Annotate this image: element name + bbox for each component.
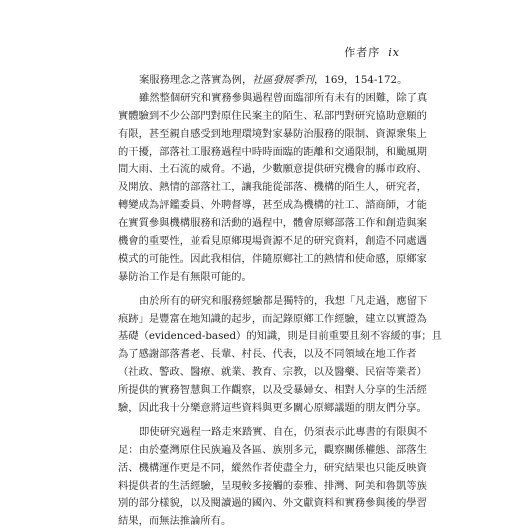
paragraph [118,424,428,531]
body-text [118,72,442,531]
text-line: 即使研究過程一路走來踏實、自在，仍須表示此專書的有限與不 [139,425,428,438]
text-line: 有限，甚至親自感受到地理環境對家暴防治服務的限制、資源衆集上 [118,127,427,140]
text-line: 別的部分樣貌，以及閱讀過的國內、外文獻資料和實務參與後的學習 [118,497,427,510]
header-title: 作者序 [344,46,381,59]
text-line: 由於所有的研究和服務經驗都是獨特的，我想「凡走過，應留下 [139,294,428,307]
text-line: 暴防治工作是有無限可能的。 [118,270,252,283]
text-line: 雖然整個研究和實務參與過程曾面臨卻所有未有的困難，除了真 [139,91,428,104]
text-line: 的干擾，部落社工服務過程中時時面臨的距離和交通限制，和颱風期 [118,145,427,158]
text-line: 痕跡」是豐富在地知識的起步，而記錄原鄉工作經驗，建立以實證為 [118,312,427,325]
text-line: 驗，因此我十分樂意將這些資料與更多關心原鄉議題的朋友們分享。 [118,402,427,415]
citation-lead: 案服務理念之落實為例， [139,74,253,86]
text-line: 料提供者的生活經驗，呈現較多接觸的泰雅、排灣、阿美和魯凱等族 [118,479,427,492]
text-line: 實體驗到不少公部門對原住民案主的陌生、私部門對研究協助意願的 [118,109,427,122]
text-line: 結果，而無法推論所有。 [118,515,232,528]
citation-line [118,72,408,90]
text-line: 在實質參與機構服務和活動的過程中，體會原鄉部落工作和創造與案 [118,217,427,230]
text-line: 基礎（evidenced-based）的知識，則是目前重要且刻不容緩的事；且 [118,330,442,343]
paragraph [118,293,442,418]
text-line: 模式的可能性。因此我相信，伴隨原鄉社工的熱情和使命感，原鄉家 [118,252,427,265]
paragraphs [118,90,442,531]
text-line: 活、機構運作更是不同，縱然作者使盡全力，研究結果也只能反映資 [118,461,427,474]
text-line: （社政、警政、醫療、就業、教育、宗教，以及醫藥、民宿等業者） [118,366,427,379]
text-line: 間大雨、土石流的威脅。不過，少數願意提供研究機會的縣市政府、 [118,163,427,176]
paragraph [118,90,428,287]
running-header [344,44,400,60]
citation-trail: ，169，154-172。 [314,74,408,86]
text-line: 機會的重要性，並看見原鄉現場資源不足的研究資料，創造不同處遇 [118,235,427,248]
text-line: 足：由於臺灣原住民族遍及各區、族別多元，觀察關係權態、部落生 [118,443,427,456]
text-line: 所提供的實務智慧與工作觀察，以及受暴婦女、相對人分享的生活經 [118,384,427,397]
text-line: 為了感謝部落耆老、長輩、村長、代表，以及不同領域在地工作者 [118,348,417,361]
citation-journal: 社區發展季刊 [252,74,315,86]
page-number: ix [388,46,400,59]
text-line: 及開放、熱情的部落社工，讓我能從部落、機構的陌生人，研究者， [118,181,427,194]
text-line: 轉變成為評鑑委員、外聘督導，甚至成為機構的社工、諮商師，才能 [118,199,427,212]
